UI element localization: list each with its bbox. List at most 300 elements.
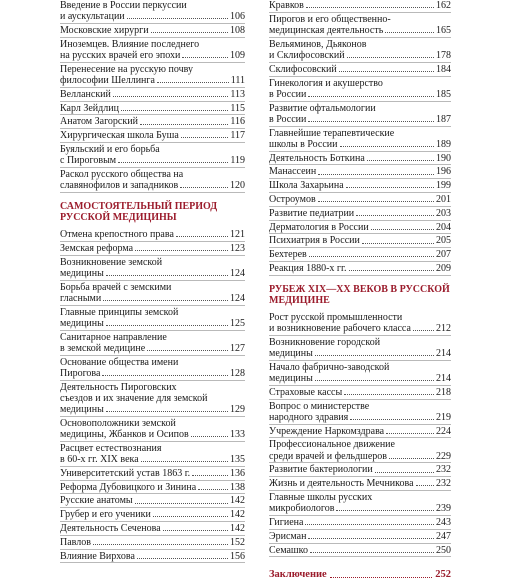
toc-entry-title-line: Деятельность Пироговских [60, 381, 177, 393]
toc-entry-page-number: 187 [436, 113, 451, 125]
toc-entry-title-line: Рост русской промышленности [269, 311, 403, 323]
toc-entry-last-line [269, 25, 451, 36]
toc-entry[interactable] [269, 194, 451, 207]
toc-entry-page-number: 120 [230, 180, 245, 192]
toc-entry-title: Хирургическая школа Буша [60, 130, 179, 142]
toc-entry-title-line: Главные принципы земской [60, 306, 179, 318]
toc-entry-title: и аускультации [60, 11, 125, 23]
toc-entry-last-line [269, 89, 451, 100]
toc-entry-title: и возникновение рабочего класса [269, 322, 411, 334]
dot-leader [106, 275, 228, 276]
toc-entry[interactable] [60, 0, 245, 24]
dot-leader [147, 350, 228, 351]
toc-entry-last-line [60, 523, 245, 534]
toc-entry-title-line: Профессиональное движение [269, 439, 395, 451]
toc-entry-title-line: Перенесение на русскую почву [60, 63, 194, 75]
toc-entry-title: в России [269, 88, 307, 100]
toc-entry-page-number: 207 [436, 249, 451, 261]
toc-entry[interactable] [269, 401, 451, 425]
dot-leader [385, 32, 434, 33]
toc-entry-title: Остроумов [269, 193, 316, 205]
toc-entry-page-number: 135 [230, 453, 245, 465]
toc-entry[interactable] [60, 25, 245, 38]
toc-entry-page-number: 111 [230, 75, 245, 86]
toc-entry-page-number: 205 [436, 235, 451, 247]
toc-entry-last-line [269, 412, 451, 423]
toc-right-column [269, 0, 451, 581]
toc-entry[interactable] [60, 382, 245, 417]
toc-entry-last-line [269, 323, 451, 334]
toc-entry[interactable] [60, 116, 245, 129]
toc-entry[interactable] [269, 387, 451, 400]
toc-entry[interactable] [269, 545, 451, 558]
toc-entry-title: медицины [269, 372, 313, 384]
toc-entry-title-line: Развитие офтальмологии [269, 102, 376, 114]
toc-entry-page-number: 119 [230, 155, 245, 167]
toc-entry-last-line [269, 503, 451, 514]
toc-entry-page-number: 209 [436, 262, 451, 274]
toc-entry[interactable] [60, 495, 245, 508]
toc-entry[interactable] [269, 153, 451, 166]
toc-entry-page-number: 239 [436, 503, 451, 515]
toc-entry-title: медицины, Жбанков и Осипов [60, 428, 189, 440]
dot-leader [386, 433, 434, 434]
dot-leader [127, 18, 228, 19]
toc-entry-title: Кравков [269, 0, 304, 11]
toc-entry[interactable] [269, 14, 451, 38]
toc-entry-page-number: 224 [436, 425, 451, 437]
dot-leader [106, 411, 228, 412]
toc-entry-title: на русских врачей его эпохи [60, 50, 181, 61]
toc-right-list-a [269, 0, 451, 276]
dot-leader [180, 187, 228, 188]
toc-entry-title: микробиологов [269, 503, 335, 515]
toc-right-list-b [269, 312, 451, 558]
toc-entry-page-number: 162 [436, 0, 451, 11]
dot-leader [176, 236, 228, 237]
toc-entry-last-line [60, 103, 245, 114]
toc-entry-title: в земской медицине [60, 342, 146, 354]
toc-entry[interactable] [60, 144, 245, 168]
toc-entry-last-line [269, 517, 451, 528]
dot-leader [347, 57, 434, 58]
toc-entry[interactable] [60, 443, 245, 467]
toc-entry-page-number: 142 [230, 522, 245, 534]
toc-entry-title: Пирогова [60, 367, 101, 379]
toc-entry-title: Склифосовский [269, 63, 337, 75]
dot-leader [346, 187, 434, 188]
toc-entry-title: Грубер и его ученики [60, 509, 151, 521]
toc-entry-title: школы в России [269, 138, 338, 150]
toc-entry[interactable] [269, 222, 451, 235]
toc-entry-title: Русские анатомы [60, 495, 133, 507]
toc-entry-title: медицины [60, 317, 104, 329]
toc-entry-page-number: 117 [230, 130, 245, 142]
toc-entry-title: Развитие бактериологии [269, 464, 373, 476]
toc-entry-last-line [269, 531, 451, 542]
toc-entry-last-line [60, 75, 245, 86]
toc-entry-title: Московские хирурги [60, 25, 149, 36]
dot-leader [103, 300, 228, 301]
toc-entry-title: Эрисман [269, 530, 307, 542]
toc-entry-title: гласными [60, 292, 102, 304]
toc-entry[interactable] [269, 249, 451, 262]
toc-entry-last-line [60, 180, 245, 191]
toc-entry[interactable] [60, 468, 245, 481]
toc-entry[interactable] [269, 439, 451, 463]
toc-entry[interactable] [60, 482, 245, 495]
toc-entry-last-line [60, 468, 245, 479]
toc-entry-last-line [60, 293, 245, 304]
dot-leader [306, 7, 434, 8]
dot-leader [309, 256, 434, 257]
toc-entry-title: медицины [60, 267, 104, 279]
dot-leader [192, 475, 228, 476]
toc-entry-title-line: Вопрос о министерстве [269, 400, 370, 412]
toc-entry-title: Карл Зейдлиц [60, 102, 119, 114]
toc-entry-title: Анатом Загорский [60, 116, 138, 128]
dot-leader [318, 201, 434, 202]
dot-leader [349, 270, 435, 271]
toc-entry-last-line [269, 0, 451, 11]
toc-entry-title-line: Главнейшие терапевтические [269, 127, 395, 139]
dot-leader [163, 530, 228, 531]
toc-entry-title: Страховые кассы [269, 386, 343, 398]
toc-entry-page-number: 129 [230, 403, 245, 415]
dot-leader [135, 250, 228, 251]
toc-entry-page-number: 124 [230, 267, 245, 279]
toc-entry-last-line [60, 318, 245, 329]
dot-leader [308, 121, 434, 122]
toc-entry[interactable] [60, 332, 245, 356]
dot-leader [153, 516, 228, 517]
section-title-independent-period: САМОСТОЯТЕЛЬНЫЙ ПЕРИОД РУССКОЙ МЕДИЦИНЫ [60, 200, 218, 223]
toc-entry-page-number: 229 [436, 450, 451, 462]
toc-entry-page-number: 184 [436, 63, 451, 75]
toc-entry-page-number: 121 [230, 228, 245, 240]
toc-entry-last-line [60, 343, 245, 354]
dot-leader [121, 110, 228, 111]
toc-entry-title: и Склифосовский [269, 50, 345, 61]
toc-entry-title: Влияние Вирхова [60, 550, 135, 562]
toc-entry-title: Отмена крепостного права [60, 228, 174, 240]
toc-entry-page-number: 199 [436, 180, 451, 192]
toc-entry-page-number: 190 [436, 152, 451, 164]
toc-entry[interactable] [269, 426, 451, 439]
toc-entry[interactable] [269, 78, 451, 102]
toc-entry-last-line [269, 478, 451, 489]
toc-entry[interactable] [60, 357, 245, 381]
dot-leader [416, 485, 434, 486]
toc-entry-page-number: 152 [230, 536, 245, 548]
toc-entry-last-line [60, 229, 245, 240]
toc-entry-title: Жизнь и деятельность Мечникова [269, 478, 414, 490]
dot-leader [389, 458, 434, 459]
dot-leader [182, 57, 228, 58]
toc-entry-title-line: Начало фабрично-заводской [269, 361, 390, 373]
toc-entry[interactable] [60, 551, 245, 564]
toc-entry-last-line [60, 495, 245, 506]
toc-entry-page-number: 165 [436, 25, 451, 36]
toc-entry-title-line: Борьба врачей с земскими [60, 281, 172, 293]
toc-entry-last-line [60, 429, 245, 440]
toc-entry-last-line [269, 451, 451, 462]
toc-entry-last-line [269, 373, 451, 384]
toc-entry-page-number: 133 [230, 428, 245, 440]
toc-entry-last-line [60, 155, 245, 166]
toc-conclusion-entry[interactable] [269, 569, 451, 581]
toc-entry-last-line [269, 545, 451, 556]
toc-entry-page-number: 203 [436, 207, 451, 219]
toc-entry[interactable] [60, 103, 245, 116]
toc-entry-title: Учреждение Наркомздрава [269, 425, 385, 437]
dot-leader [308, 96, 434, 97]
toc-entry[interactable] [60, 89, 245, 102]
dot-leader [135, 503, 228, 504]
toc-entry-page-number: 214 [436, 347, 451, 359]
toc-entry-title: народного здравия [269, 411, 349, 423]
dot-leader [339, 71, 434, 72]
dot-leader [106, 325, 228, 326]
toc-entry[interactable] [60, 418, 245, 442]
toc-entry-last-line [269, 180, 451, 191]
toc-entry-title-line: Основоположники земской [60, 417, 176, 429]
toc-entry[interactable] [60, 537, 245, 550]
toc-entry-page-number: 218 [436, 386, 451, 398]
toc-entry-last-line [60, 537, 245, 548]
toc-entry-title: медицины [60, 403, 104, 415]
toc-entry[interactable] [60, 243, 245, 256]
toc-entry[interactable] [60, 282, 245, 306]
dot-leader [141, 461, 228, 462]
toc-entry-last-line [269, 50, 451, 61]
conclusion-title: Заключение [269, 569, 327, 581]
dot-leader [350, 419, 434, 420]
toc-entry-page-number: 201 [436, 193, 451, 205]
toc-entry-title-line: Санитарное направление [60, 331, 167, 343]
dot-leader [340, 146, 435, 147]
toc-entry-page-number: 127 [230, 342, 245, 354]
toc-entry-title: Земская реформа [60, 242, 134, 254]
toc-entry-last-line [60, 11, 245, 22]
toc-entry-last-line [269, 348, 451, 359]
toc-entry-title-line: Возникновение земской [60, 256, 163, 268]
toc-entry-title: Семашко [269, 544, 308, 556]
toc-entry[interactable] [269, 464, 451, 477]
toc-entry-last-line [60, 551, 245, 562]
toc-entry-title: в России [269, 113, 307, 125]
toc-entry-title: в 60-х гг. XIX века [60, 453, 139, 465]
toc-entry-last-line [269, 166, 451, 177]
toc-entry-title-line: Введение в России перкуссии [60, 0, 187, 11]
toc-entry[interactable] [269, 263, 451, 276]
dot-leader [198, 489, 228, 490]
toc-entry-page-number: 123 [230, 242, 245, 254]
toc-entry[interactable] [269, 64, 451, 77]
toc-entry-title-line: Пирогов и его общественно- [269, 13, 391, 25]
dot-leader [336, 510, 434, 511]
dot-leader [181, 137, 229, 138]
toc-entry-page-number: 142 [230, 509, 245, 521]
toc-entry-page-number: 138 [230, 481, 245, 493]
toc-entry-last-line [269, 235, 451, 246]
toc-entry-page-number: 128 [230, 367, 245, 379]
dot-leader [362, 243, 434, 244]
toc-entry-last-line [60, 268, 245, 279]
toc-entry-page-number: 113 [230, 88, 245, 100]
dot-leader [315, 380, 434, 381]
toc-entry-title: Павлов [60, 536, 91, 548]
toc-entry-title: Реформа Дубовицкого и Зинина [60, 481, 197, 493]
toc-entry-title: Школа Захарьина [269, 180, 344, 192]
toc-entry-last-line [60, 482, 245, 493]
toc-entry[interactable] [269, 208, 451, 221]
toc-entry-last-line [60, 50, 245, 61]
toc-entry-page-number: 156 [230, 550, 245, 562]
toc-entry-last-line [269, 208, 451, 219]
toc-entry-last-line [269, 464, 451, 475]
toc-entry-page-number: 219 [436, 411, 451, 423]
toc-entry-page-number: 204 [436, 221, 451, 233]
toc-entry-page-number: 196 [436, 166, 451, 178]
toc-entry-title-line: Основание общества имени [60, 356, 179, 368]
toc-entry-title: Дерматология в России [269, 221, 369, 233]
toc-entry[interactable] [269, 103, 451, 127]
toc-entry-last-line [60, 404, 245, 415]
toc-entry-last-line [60, 368, 245, 379]
toc-entry[interactable] [269, 180, 451, 193]
toc-entry-title: медицинская деятельность [269, 25, 384, 36]
dot-leader [310, 552, 434, 553]
toc-entry-page-number: 214 [436, 372, 451, 384]
toc-entry-last-line [269, 387, 451, 398]
toc-entry[interactable] [269, 312, 451, 336]
toc-entry-page-number: 178 [436, 50, 451, 61]
dot-leader [118, 162, 228, 163]
section-title-turn-of-century: РУБЕЖ XIX—XX ВЕКОВ В РУССКОЙ МЕДИЦИНЕ [269, 283, 450, 306]
toc-left-list-a [60, 0, 245, 193]
toc-entry-page-number: 125 [230, 317, 245, 329]
toc-entry-page-number: 232 [436, 464, 451, 476]
toc-entry[interactable] [60, 509, 245, 522]
toc-entry[interactable] [60, 64, 245, 88]
toc-entry-title: медицины [269, 347, 313, 359]
toc-entry[interactable] [269, 337, 451, 361]
toc-entry-title: Манассеин [269, 166, 317, 178]
toc-entry-page-number: 247 [436, 530, 451, 542]
toc-entry[interactable] [269, 39, 451, 63]
dot-leader [315, 355, 434, 356]
toc-entry-title-line: Иноземцев. Влияние последнего [60, 38, 200, 50]
toc-entry[interactable] [60, 523, 245, 536]
toc-entry-last-line [60, 454, 245, 465]
toc-entry[interactable] [269, 362, 451, 386]
toc-entry-page-number: 189 [436, 138, 451, 150]
toc-entry-last-line [269, 249, 451, 260]
toc-entry-title-line: Раскол русского общества на [60, 168, 184, 180]
toc-entry[interactable] [60, 257, 245, 281]
toc-left-list-b [60, 229, 245, 563]
dot-leader [93, 544, 228, 545]
dot-leader [344, 394, 434, 395]
toc-entry-title: славянофилов и западников [60, 180, 179, 192]
toc-entry-page-number: 232 [436, 478, 451, 490]
toc-entry-last-line [269, 64, 451, 75]
toc-entry-last-line [60, 509, 245, 520]
toc-entry[interactable] [269, 478, 451, 491]
toc-entry[interactable] [269, 0, 451, 13]
toc-entry[interactable] [269, 166, 451, 179]
toc-entry-last-line [269, 426, 451, 437]
toc-entry-title: с Пироговым [60, 155, 117, 167]
toc-entry-title: среди врачей и фельдшеров [269, 450, 388, 462]
dot-leader [151, 32, 228, 33]
dot-leader [330, 577, 433, 578]
toc-entry-last-line [269, 153, 451, 164]
toc-entry[interactable] [269, 517, 451, 530]
toc-entry-title-line: Буяльский и его борьба [60, 143, 160, 155]
toc-entry-page-number: 116 [230, 116, 245, 128]
toc-entry-title-line: Расцвет естествознания [60, 442, 162, 454]
toc-entry[interactable] [60, 130, 245, 143]
toc-entry-last-line [269, 263, 451, 274]
toc-entry-last-line [269, 139, 451, 150]
toc-entry[interactable] [269, 492, 451, 516]
dot-leader [413, 330, 434, 331]
toc-entry-page-number: 250 [436, 544, 451, 556]
dot-leader [305, 524, 434, 525]
toc-entry-title-line: съездов и их значение для земской [60, 392, 208, 404]
toc-entry-title: Деятельность Сеченова [60, 522, 161, 534]
dot-leader [308, 538, 434, 539]
toc-entry[interactable] [60, 229, 245, 242]
toc-entry[interactable] [60, 307, 245, 331]
dot-leader [102, 375, 228, 376]
toc-entry-title: Психиатрия в России [269, 235, 360, 247]
dot-leader [375, 472, 434, 473]
toc-entry-title: Деятельность Боткина [269, 152, 365, 164]
toc-entry-page-number: 106 [230, 11, 245, 23]
toc-entry-page-number: 109 [230, 50, 245, 61]
dot-leader [137, 558, 228, 559]
dot-leader [356, 215, 434, 216]
toc-entry-last-line [269, 194, 451, 205]
toc-entry[interactable] [60, 169, 245, 193]
toc-entry[interactable] [269, 128, 451, 152]
dot-leader [157, 82, 229, 83]
toc-entry-last-line [60, 243, 245, 254]
toc-left-column [60, 0, 245, 562]
toc-entry-page-number: 185 [436, 88, 451, 100]
toc-entry[interactable] [269, 235, 451, 248]
toc-entry-title-line: Главные школы русских [269, 491, 373, 503]
toc-entry-title-line: Гинекология и акушерство [269, 77, 383, 89]
toc-entry-page-number: 108 [230, 25, 245, 36]
toc-entry-page-number: 124 [230, 292, 245, 304]
toc-entry-title: Развитие педиатрии [269, 207, 355, 219]
toc-entry-page-number: 243 [436, 516, 451, 528]
toc-entry-title: Гигиена [269, 516, 304, 528]
toc-entry[interactable] [60, 39, 245, 63]
toc-entry[interactable] [269, 531, 451, 544]
dot-leader [367, 160, 434, 161]
toc-entry-page-number: 136 [230, 467, 245, 479]
toc-entry-last-line [60, 116, 245, 127]
dot-leader [371, 229, 434, 230]
toc-entry-page-number: 212 [436, 322, 451, 334]
toc-entry-last-line [60, 130, 245, 141]
toc-entry-title-line: Возникновение городской [269, 336, 381, 348]
